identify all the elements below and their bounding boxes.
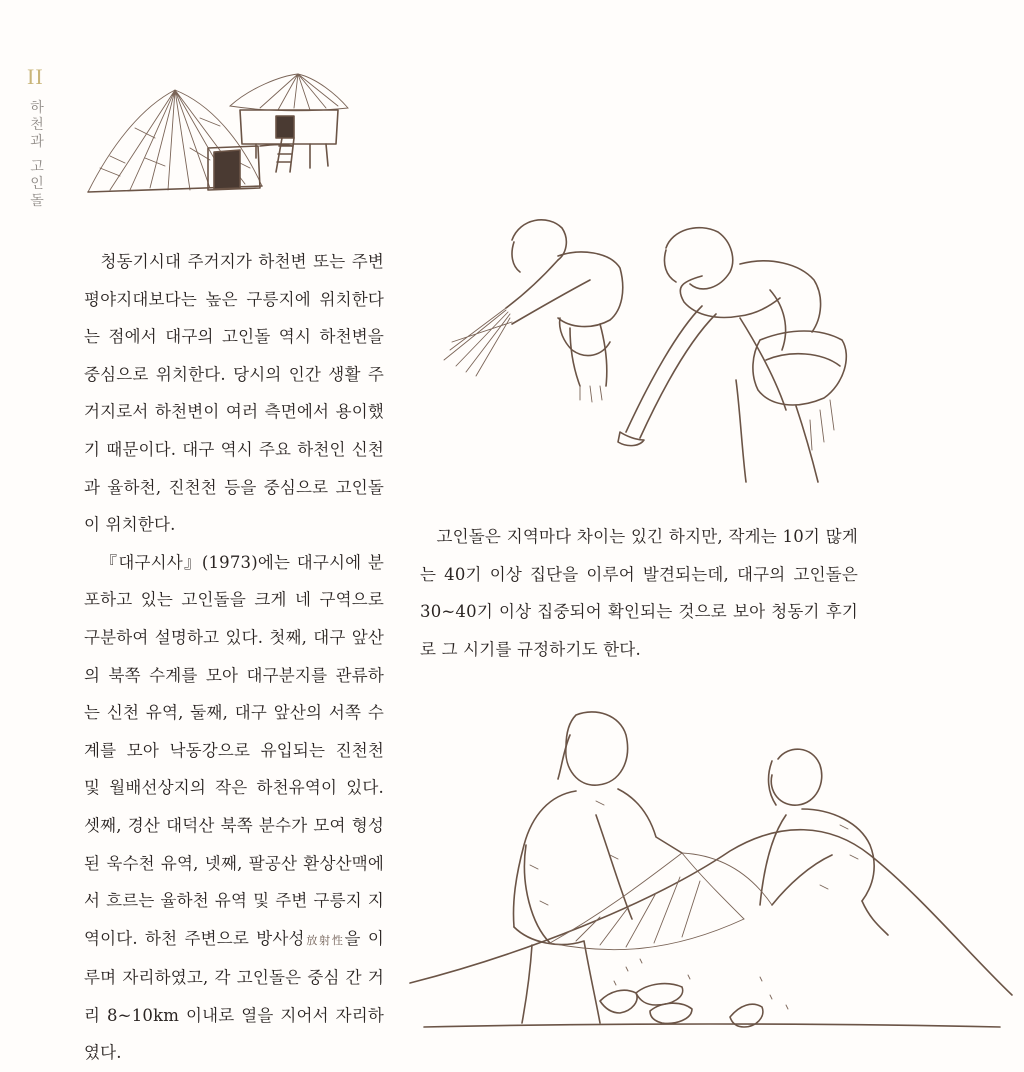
right-text-column [420, 518, 858, 668]
body-text: 『대구시사』(1973)에는 대구시에 분포하고 있는 고인돌을 크게 네 구역으로 구분하여 설명하고 있다. 첫째, 대구 앞산의 북쪽 수계를 모아 대구분지를 관류하는 신천 유역, 둘째, 대구 앞산의 서쪽 수계를 모아 낙동강으로 유입되는 진천천 및 월배선상지의 작은 하천유역이 있다. 셋째, 경산 대덕산 북쪽 분수가 모여 형성된 욱수천 유역, 넷째, 팔공산 환상산맥에서 흐르는 율하천 유역 및 주변 구릉지 지역이다. 하천 주변으로 방사성 [84, 552, 384, 948]
harvesting-figures-illustration [440, 210, 880, 490]
chapter-number: II [27, 64, 44, 89]
chapter-title-char: 하 [30, 100, 44, 116]
body-paragraph: 고인돌은 지역마다 차이는 있긴 하지만, 작게는 10기 많게는 40기 이상 집단을 이루어 발견되는데, 대구의 고인돌은 30~40기 이상 집중되어 확인되는 것으로 보아 청동기 후기로 그 시기를 규정하기도 한다. [420, 527, 858, 659]
chapter-title-char: 과 [30, 134, 44, 150]
chapter-title [27, 100, 47, 210]
body-paragraph: 청동기시대 주거지가 하천변 또는 주변 평야지대보다는 높은 구릉지에 위치한다는 점에서 대구의 고인돌 역시 하천변을 중심으로 위치한다. 당시의 인간 생활 주거지로서 하천변이 여러 측면에서 용이했기 때문이다. 대구 역시 주요 하천인 신천과 율하천, 진천천 등을 중심으로 고인돌이 위치한다. [84, 252, 384, 535]
chapter-title-char: 천 [30, 117, 44, 133]
chapter-title-char: 돌 [30, 193, 44, 209]
fishing-figures-illustration [400, 705, 1020, 1045]
thatched-huts-illustration [80, 68, 355, 200]
chapter-title-char: 인 [30, 176, 44, 192]
chapter-title-char: 고 [30, 159, 44, 175]
chapter-title-char [27, 151, 47, 159]
hanja-annotation: 放射性 [304, 933, 345, 947]
body-paragraph [84, 544, 384, 1072]
body-text: 을 이루며 자리하였고, 각 고인돌은 중심 간 거리 8~10km 이내로 열을 지어서 자리하였다. [84, 928, 384, 1063]
left-text-column [84, 243, 384, 1072]
